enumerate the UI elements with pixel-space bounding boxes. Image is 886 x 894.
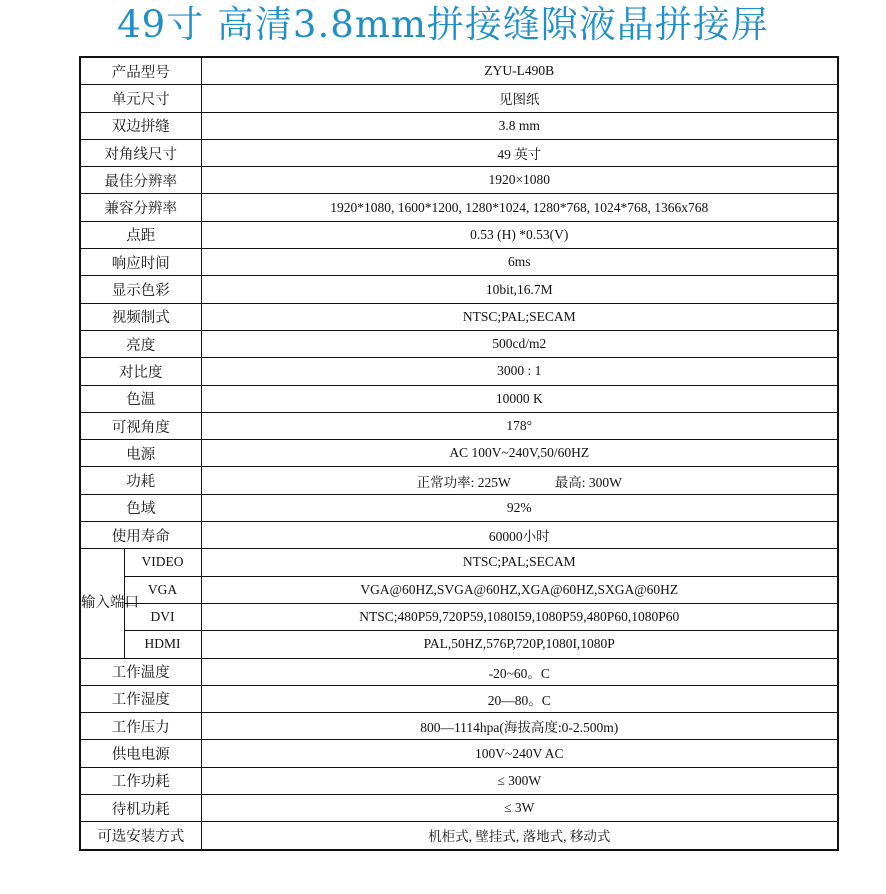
spec-value: 500cd/m2	[201, 330, 838, 357]
table-row	[80, 412, 838, 439]
spec-label: 对比度	[80, 358, 201, 385]
spec-value: 1920*1080, 1600*1200, 1280*1024, 1280*768, 1024*768, 1366x768	[201, 194, 838, 221]
spec-label: 色域	[80, 494, 201, 521]
table-row	[80, 57, 838, 85]
spec-label: 点距	[80, 221, 201, 248]
normal-power-value: 正常功率: 225W	[416, 474, 511, 490]
input-port-label: VGA	[124, 576, 201, 603]
spec-value: 178°	[201, 412, 838, 439]
table-row	[80, 522, 838, 549]
table-row	[80, 139, 838, 166]
spec-value: ≤ 3W	[201, 795, 838, 822]
input-port-value: VGA@60HZ,SVGA@60HZ,XGA@60HZ,SXGA@60HZ	[201, 576, 838, 603]
spec-label: 最佳分辨率	[80, 167, 201, 194]
spec-value: 10000 K	[201, 385, 838, 412]
spec-value: 20—80。C	[201, 685, 838, 712]
spec-label: 工作温度	[80, 658, 201, 685]
table-row	[80, 713, 838, 740]
spec-value: 800—1114hpa(海拔高度:0-2.500m)	[201, 713, 838, 740]
page-title: 49寸 高清3.8mm拼接缝隙液晶拼接屏	[117, 3, 769, 46]
spec-label: 功耗	[80, 467, 201, 494]
table-row	[80, 249, 838, 276]
table-row	[80, 467, 838, 494]
spec-value: 60000小时	[201, 522, 838, 549]
spec-label: 待机功耗	[80, 795, 201, 822]
spec-value: ZYU-L490B	[201, 57, 838, 85]
table-row	[80, 603, 838, 630]
spec-value: 6ms	[201, 249, 838, 276]
spec-label: 视频制式	[80, 303, 201, 330]
spec-label: 对角线尺寸	[80, 139, 201, 166]
spec-value: 机柜式, 壁挂式, 落地式, 移动式	[201, 822, 838, 850]
table-row	[80, 85, 838, 112]
table-row	[80, 767, 838, 794]
table-row	[80, 385, 838, 412]
table-row	[80, 358, 838, 385]
spec-label: 双边拼缝	[80, 112, 201, 139]
table-row	[80, 822, 838, 850]
table-row	[80, 795, 838, 822]
table-row	[80, 685, 838, 712]
table-row	[80, 194, 838, 221]
spec-label: 可选安装方式	[80, 822, 201, 850]
table-row	[80, 658, 838, 685]
spec-label: 工作湿度	[80, 685, 201, 712]
spec-value: ≤ 300W	[201, 767, 838, 794]
spec-value: 92%	[201, 494, 838, 521]
spec-value: 见图纸	[201, 85, 838, 112]
table-row	[80, 631, 838, 658]
table-row	[80, 494, 838, 521]
table-row	[80, 276, 838, 303]
spec-value: 3.8 mm	[201, 112, 838, 139]
table-row	[80, 330, 838, 357]
spec-value: -20~60。C	[201, 658, 838, 685]
spec-label: 色温	[80, 385, 201, 412]
spec-label: 使用寿命	[80, 522, 201, 549]
spec-label: 电源	[80, 440, 201, 467]
spec-label: 可视角度	[80, 412, 201, 439]
input-port-label: HDMI	[124, 631, 201, 658]
spec-table	[79, 56, 839, 851]
spec-value: 100V~240V AC	[201, 740, 838, 767]
table-row	[80, 740, 838, 767]
spec-table-body	[80, 57, 838, 850]
spec-label: 响应时间	[80, 249, 201, 276]
spec-value: 49 英寸	[201, 139, 838, 166]
spec-label: 兼容分辨率	[80, 194, 201, 221]
spec-label: 单元尺寸	[80, 85, 201, 112]
spec-value: AC 100V~240V,50/60HZ	[201, 440, 838, 467]
spec-label: 亮度	[80, 330, 201, 357]
spec-value	[201, 467, 838, 494]
input-port-value: NTSC;PAL;SECAM	[201, 549, 838, 576]
input-port-value: NTSC;480P59,720P59,1080I59,1080P59,480P60,1080P60	[201, 603, 838, 630]
spec-value: 3000 : 1	[201, 358, 838, 385]
spec-label: 产品型号	[80, 57, 201, 85]
input-port-label: VIDEO	[124, 549, 201, 576]
spec-label: 显示色彩	[80, 276, 201, 303]
table-row	[80, 303, 838, 330]
table-row	[80, 167, 838, 194]
input-port-label: DVI	[124, 603, 201, 630]
spec-value: 10bit,16.7M	[201, 276, 838, 303]
spec-value: 0.53 (H) *0.53(V)	[201, 221, 838, 248]
spec-label: 供电电源	[80, 740, 201, 767]
spec-value: 1920×1080	[201, 167, 838, 194]
input-port-value: PAL,50HZ,576P,720P,1080I,1080P	[201, 631, 838, 658]
max-power-value: 最高: 300W	[554, 474, 622, 490]
table-row	[80, 440, 838, 467]
table-row	[80, 549, 838, 576]
table-row	[80, 576, 838, 603]
table-row	[80, 112, 838, 139]
table-row	[80, 221, 838, 248]
spec-value: NTSC;PAL;SECAM	[201, 303, 838, 330]
spec-label: 工作压力	[80, 713, 201, 740]
input-ports-group-label: 输入端口	[80, 549, 124, 658]
spec-label: 工作功耗	[80, 767, 201, 794]
